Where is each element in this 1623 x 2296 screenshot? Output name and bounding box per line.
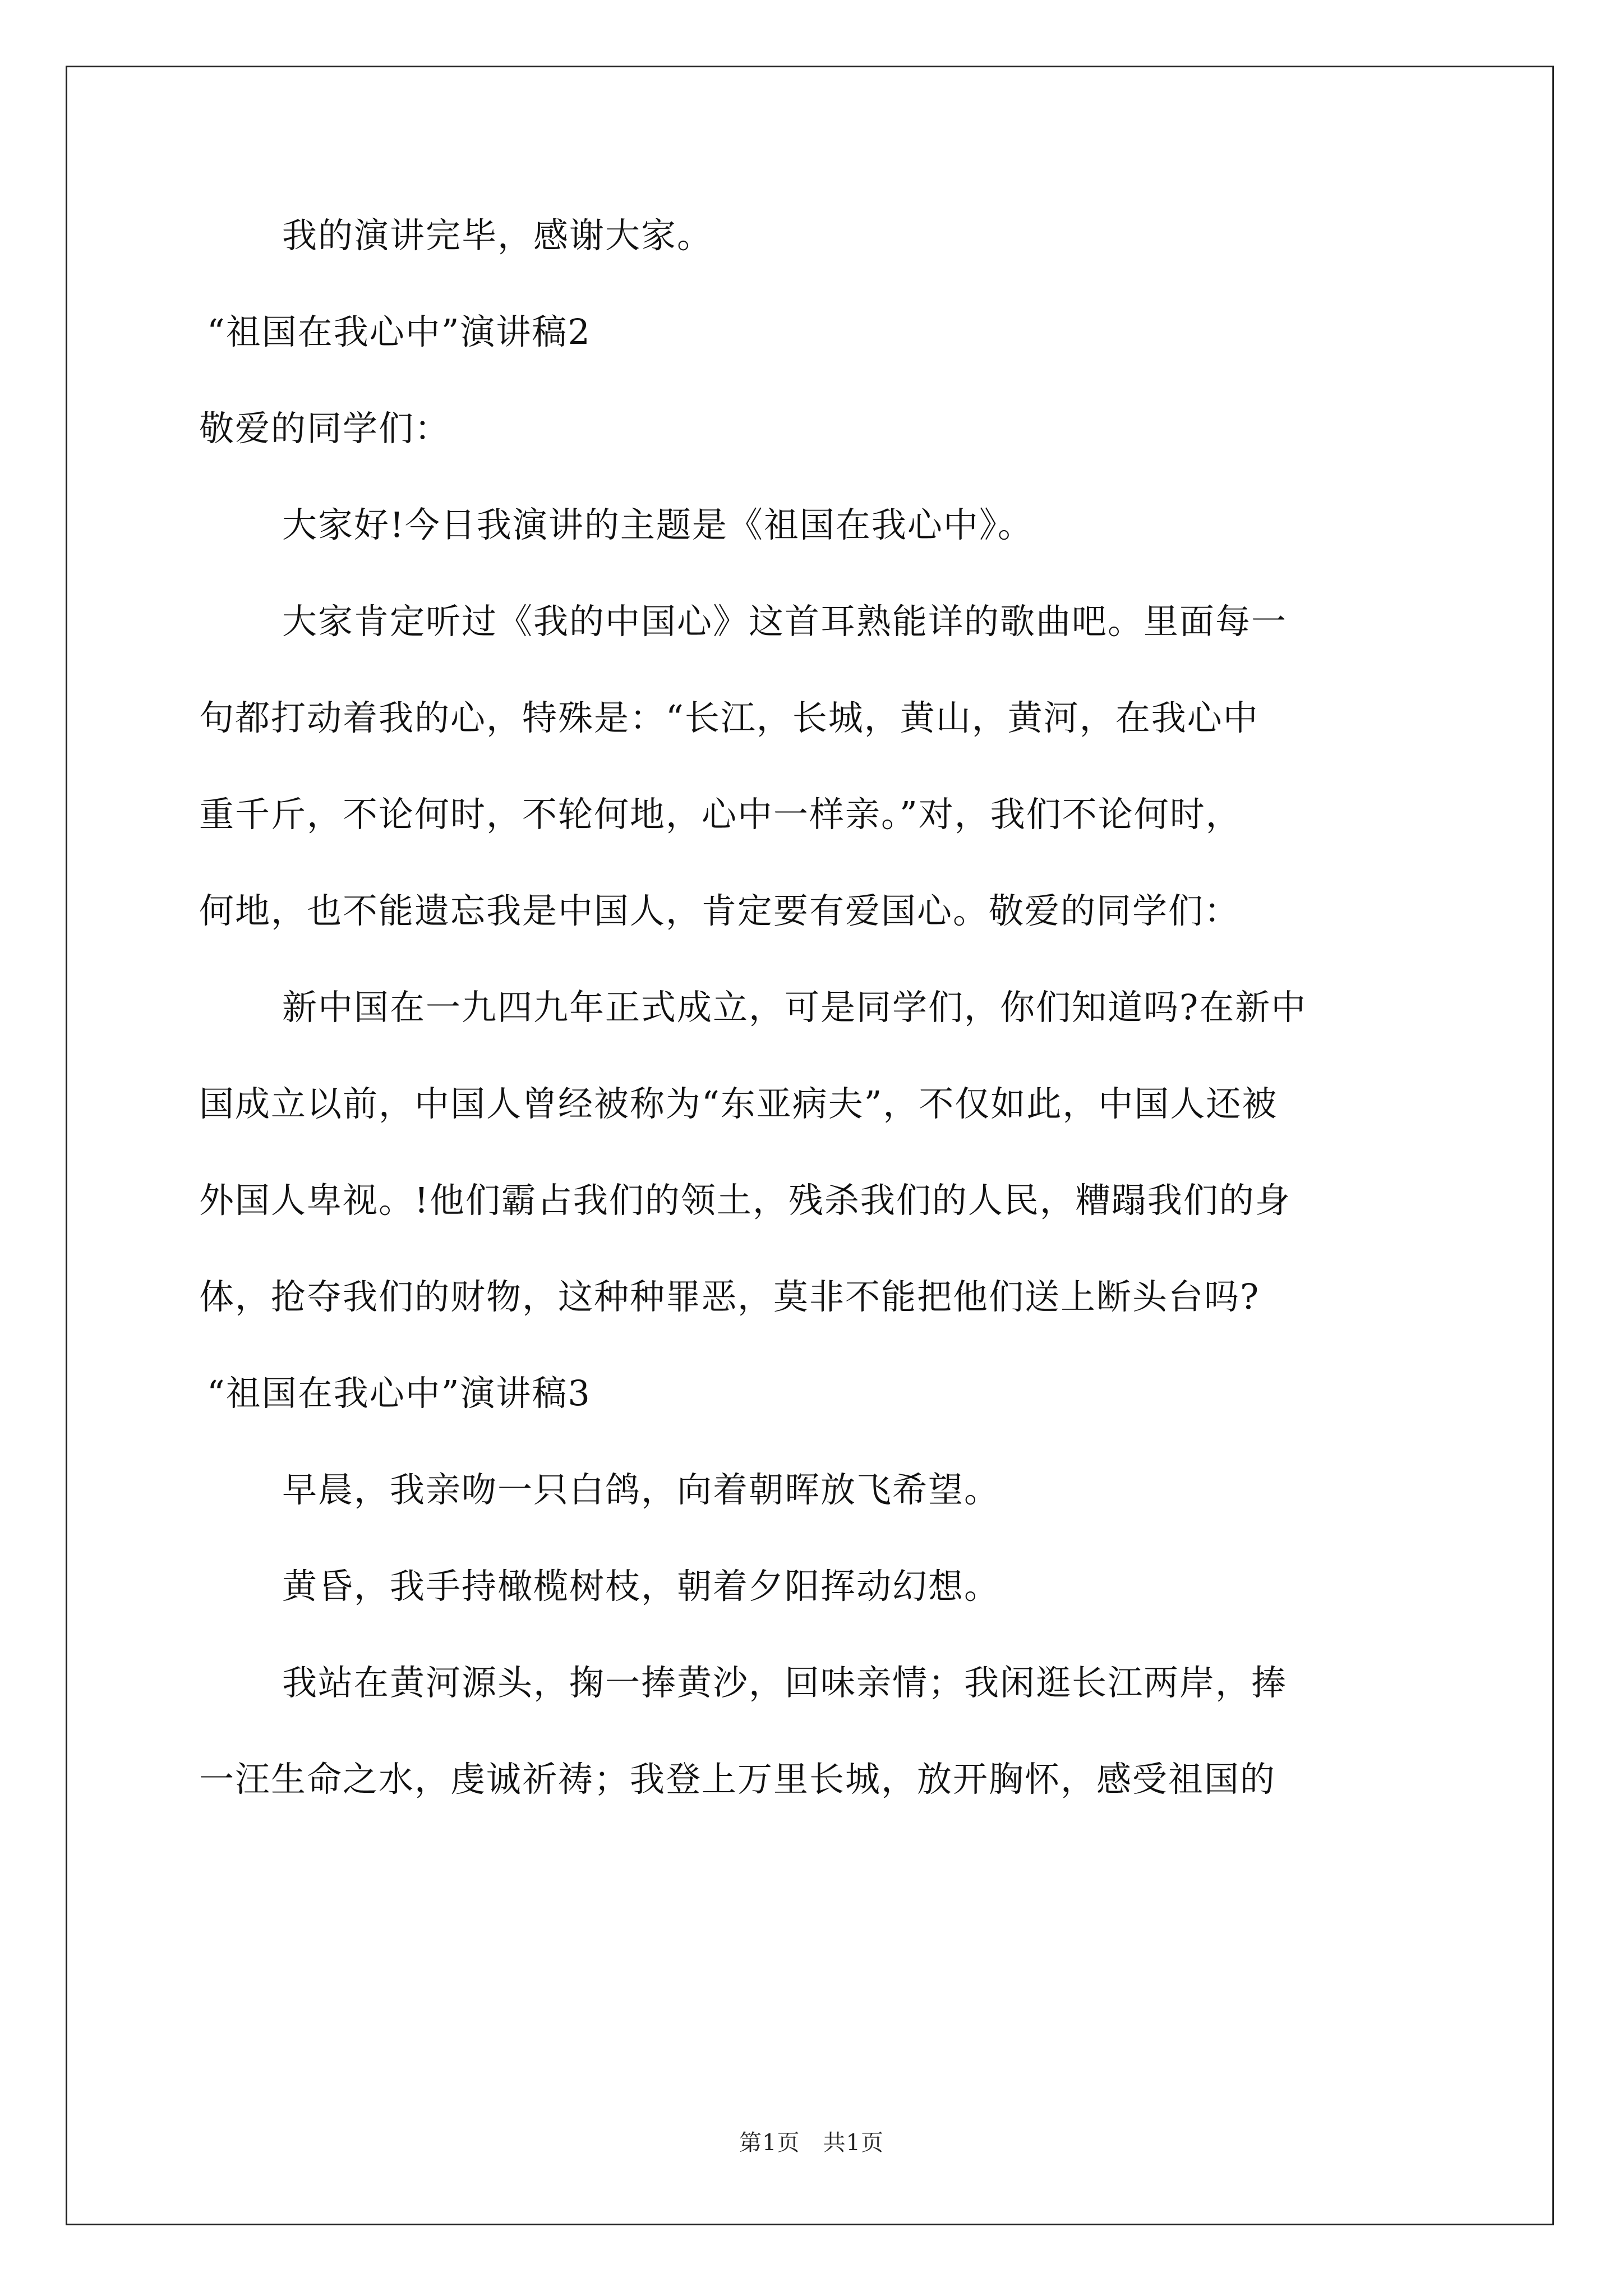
section-heading: “祖国在我心中”演讲稿3 bbox=[207, 1373, 591, 1414]
paragraph-line: 早晨，我亲吻一只白鸽，向着朝晖放飞希望。 bbox=[282, 1469, 1000, 1510]
paragraph-line: 大家好!今日我演讲的主题是《祖国在我心中》。 bbox=[282, 504, 1034, 545]
paragraph-line: 黄昏，我手持橄榄树枝，朝着夕阳挥动幻想。 bbox=[282, 1566, 1000, 1607]
paragraph-line: 外国人卑视。!他们霸占我们的领土，残杀我们的人民，糟蹋我们的身 bbox=[199, 1180, 1291, 1221]
paragraph-line: 句都打动着我的心，特殊是：“长江，长城，黄山，黄河，在我心中 bbox=[199, 697, 1259, 738]
page-border bbox=[66, 66, 1554, 2225]
salutation-line: 敬爱的同学们： bbox=[199, 408, 451, 449]
paragraph-line: 我的演讲完毕，感谢大家。 bbox=[282, 215, 713, 256]
paragraph-line: 一汪生命之水，虔诚祈祷；我登上万里长城，放开胸怀，感受祖国的 bbox=[199, 1759, 1276, 1800]
paragraph-line: 大家肯定听过《我的中国心》这首耳熟能详的歌曲吧。里面每一 bbox=[282, 601, 1288, 642]
page-number-footer: 第1页 共1页 bbox=[739, 2130, 884, 2156]
paragraph-line: 重千斤，不论何时，不轮何地，心中一样亲。”对，我们不论何时， bbox=[199, 794, 1242, 835]
paragraph-line: 何地，也不能遗忘我是中国人，肯定要有爱国心。敬爱的同学们： bbox=[199, 890, 1241, 931]
paragraph-line: 国成立以前，中国人曾经被称为“东亚病夫”，不仅如此，中国人还被 bbox=[199, 1083, 1278, 1124]
paragraph-line: 体，抢夺我们的财物，这种种罪恶，莫非不能把他们送上断头台吗? bbox=[199, 1276, 1260, 1317]
section-heading: “祖国在我心中”演讲稿2 bbox=[207, 311, 591, 352]
paragraph-line: 我站在黄河源头，掬一捧黄沙，回味亲情；我闲逛长江两岸，捧 bbox=[282, 1662, 1288, 1703]
paragraph-line: 新中国在一九四九年正式成立，可是同学们，你们知道吗?在新中 bbox=[282, 987, 1307, 1028]
